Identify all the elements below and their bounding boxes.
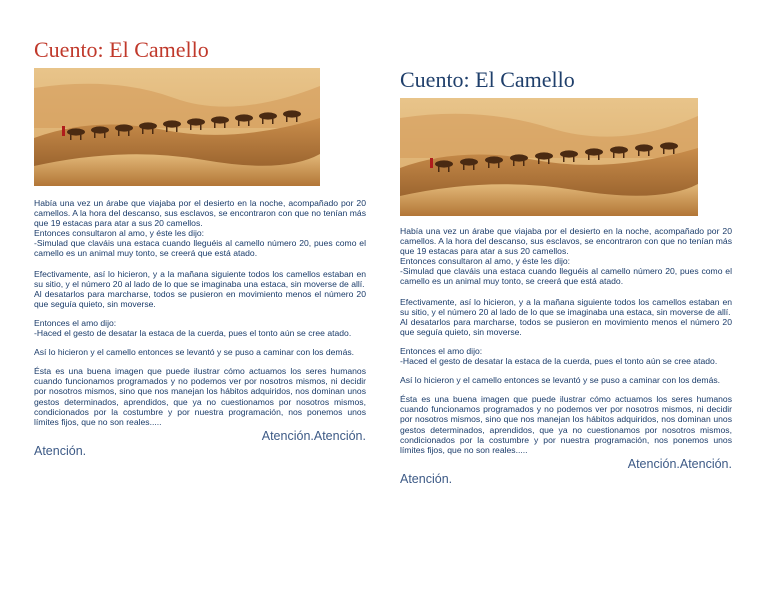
story-paragraph: Ésta es una buena imagen que puede ilustrar cómo actuamos los seres humanos cuando funcionamos programados y no podemos ver por nosotros mismos, ni decidir por nosotros mismos, sino que nos manejan los hábitos adquiridos, nos dominan unos gestos determinados, aprendidos, que ya no cuestionamos por nosotros mismos, condicionados por la costumbre y por nuestra programación, nos ponemos unos límites fijos, que no son reales..... bbox=[400, 394, 732, 455]
page-title: Cuento: El Camello bbox=[400, 67, 575, 92]
story-paragraph: Entonces el amo dijo: -Haced el gesto de desatar la estaca de la cuerda, pues el tonto aún se cree atado. bbox=[400, 345, 718, 367]
attention-right: Atención.Atención. bbox=[627, 456, 732, 471]
story-paragraph: Así lo hicieron y el camello entonces se levantó y se puso a caminar con los demás. bbox=[34, 347, 355, 358]
story-paragraph: Así lo hicieron y el camello entonces se levantó y se puso a caminar con los demás. bbox=[400, 375, 721, 386]
document-page-right bbox=[400, 0, 730, 487]
desert-camel-caravan-photo bbox=[400, 98, 698, 216]
attention-note bbox=[400, 457, 732, 487]
story-paragraph: Efectivamente, así lo hicieron, y a la mañana siguiente todos los camellos estaban en su sitio, y el número 20 al lado de lo que se imaginaba una estaca, sin moverse de allí. Al desatarlos para marcharse, todos se pusieron en movimiento menos el número 20 que seguía quieto, sin moverse. bbox=[400, 296, 732, 337]
story-paragraph: Había una vez un árabe que viajaba por el desierto en la noche, acompañado por 20 camellos. A la hora del descanso, sus esclavos, se encontraron con que no tenían más que 19 estacas para atar a sus 20 camellos. Entonces consultaron al amo, y éste les dijo: -Simulad que claváis una estaca cuando lleguéis al camello número 20, pues como el camello es un animal muy tonto, se creerá que está atado. bbox=[400, 226, 732, 287]
attention-right: Atención.Atención. bbox=[261, 428, 366, 443]
story-paragraph: Había una vez un árabe que viajaba por el desierto en la noche, acompañado por 20 camellos. A la hora del descanso, sus esclavos, se encontraron con que no tenían más que 19 estacas para atar a sus 20 camellos. Entonces consultaron al amo, y éste les dijo: -Simulad que claváis una estaca cuando lleguéis al camello número 20, pues como el camello es un animal muy tonto, se creerá que está atado. bbox=[34, 198, 366, 259]
page-title: Cuento: El Camello bbox=[34, 37, 209, 62]
attention-note bbox=[34, 429, 366, 459]
document-page-left bbox=[34, 0, 364, 459]
story-paragraph: Entonces el amo dijo: -Haced el gesto de desatar la estaca de la cuerda, pues el tonto aún se cree atado. bbox=[34, 317, 352, 339]
story-text bbox=[400, 226, 732, 487]
desert-camel-caravan-photo bbox=[34, 68, 320, 186]
attention-left: Atención. bbox=[34, 443, 87, 458]
story-text bbox=[34, 198, 366, 459]
attention-left: Atención. bbox=[400, 471, 453, 486]
story-paragraph: Ésta es una buena imagen que puede ilustrar cómo actuamos los seres humanos cuando funcionamos programados y no podemos ver por nosotros mismos, ni decidir por nosotros mismos, sino que nos manejan los hábitos adquiridos, nos dominan unos gestos determinados, aprendidos, que ya no cuestionamos por nosotros mismos, condicionados por la costumbre y por nuestra programación, nos ponemos unos límites fijos, que no son reales..... bbox=[34, 366, 366, 427]
story-paragraph: Efectivamente, así lo hicieron, y a la mañana siguiente todos los camellos estaban en su sitio, y el número 20 al lado de lo que se imaginaba una estaca, sin moverse de allí. Al desatarlos para marcharse, todos se pusieron en movimiento menos el número 20 que seguía quieto, sin moverse. bbox=[34, 268, 366, 309]
